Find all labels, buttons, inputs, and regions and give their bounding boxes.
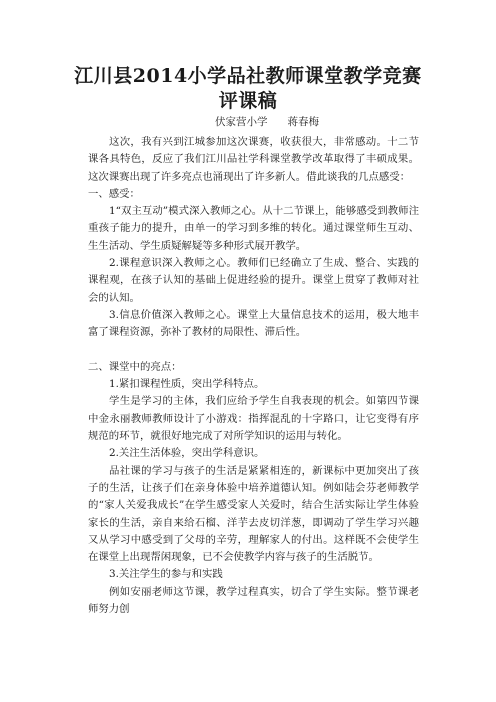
highlight-heading-3: 3.关注学生的参与和实践 bbox=[109, 568, 223, 581]
document-title-line-2: 评课稿 bbox=[218, 90, 278, 112]
document-title-line-1: 江川县2014小学品社教师课堂教学竞赛 bbox=[74, 65, 422, 87]
highlight-paragraph-2: 品社课的学习与孩子的生活是紧紧相连的，新课标中更加突出了孩子的生活，让孩子们在亲身体验中培养道德认知。例如陆会芬老师教学的“家人关爱我成长”在学生感受家人关爱时，结合生活实际让学生体验家长的生活，亲自来给石榴、洋芋去皮切洋葱，即调动了学生学习兴趣又从学习中感受到了父母的辛劳，理解家人的付出。这样既不会使学生在课堂上出现帮闲现象，已不会使教学内容与孩子的生活脱节。 bbox=[88, 464, 419, 564]
feeling-item-3: 3.信息价值深入教师之心。课堂上大量信息技术的运用，极大地丰富了课程资源，弥补了教材的局限性、滞后性。 bbox=[88, 308, 419, 339]
document-body bbox=[88, 134, 419, 618]
feeling-item-2: 2.课程意识深入教师之心。教师们已经确立了生成、整合、实践的课程观，在孩子认知的基础上促进经验的提升。课堂上贯穿了教师对社会的认知。 bbox=[88, 257, 419, 304]
blank-line bbox=[88, 342, 419, 359]
feeling-item-1: 1“双主互动”模式深入教师之心。从十二节课上，能够感受到教师注重孩子能力的提升，由单一的学习到多维的转化。通过课堂师生互动、生生活动、学生质疑解疑等多种形式展开教学。 bbox=[88, 205, 419, 252]
section-heading-feelings: 一、感受： bbox=[88, 187, 140, 200]
author-line: 伏家营小学 蒋春梅 bbox=[215, 116, 320, 128]
section-heading-highlights: 二、课堂中的亮点： bbox=[88, 360, 182, 373]
intro-paragraph: 这次，我有兴到江城参加这次课赛，收获很大，非常感动。十二节课各具特色，反应了我们江川品社学科课堂教学改革取得了丰硕成果。这次课赛出现了许多亮点也涌现出了许多新人。借此谈我的几点感受： bbox=[88, 136, 419, 183]
highlight-heading-1: 1.紧扣课程性质，突出学科特点。 bbox=[109, 378, 265, 391]
highlight-heading-2: 2.关注生活体验，突出学科意识。 bbox=[109, 447, 265, 460]
highlight-paragraph-1: 学生是学习的主体，我们应给予学生自我表现的机会。如第四节课中金永丽教师教师设计了小游戏：指挥混乱的十字路口，让它变得有序规范的环节，就很好地完成了对所学知识的运用与转化。 bbox=[88, 395, 419, 443]
highlight-paragraph-3: 例如安丽老师这节课，教学过程真实，切合了学生实际。整节课老师努力创 bbox=[88, 585, 419, 616]
